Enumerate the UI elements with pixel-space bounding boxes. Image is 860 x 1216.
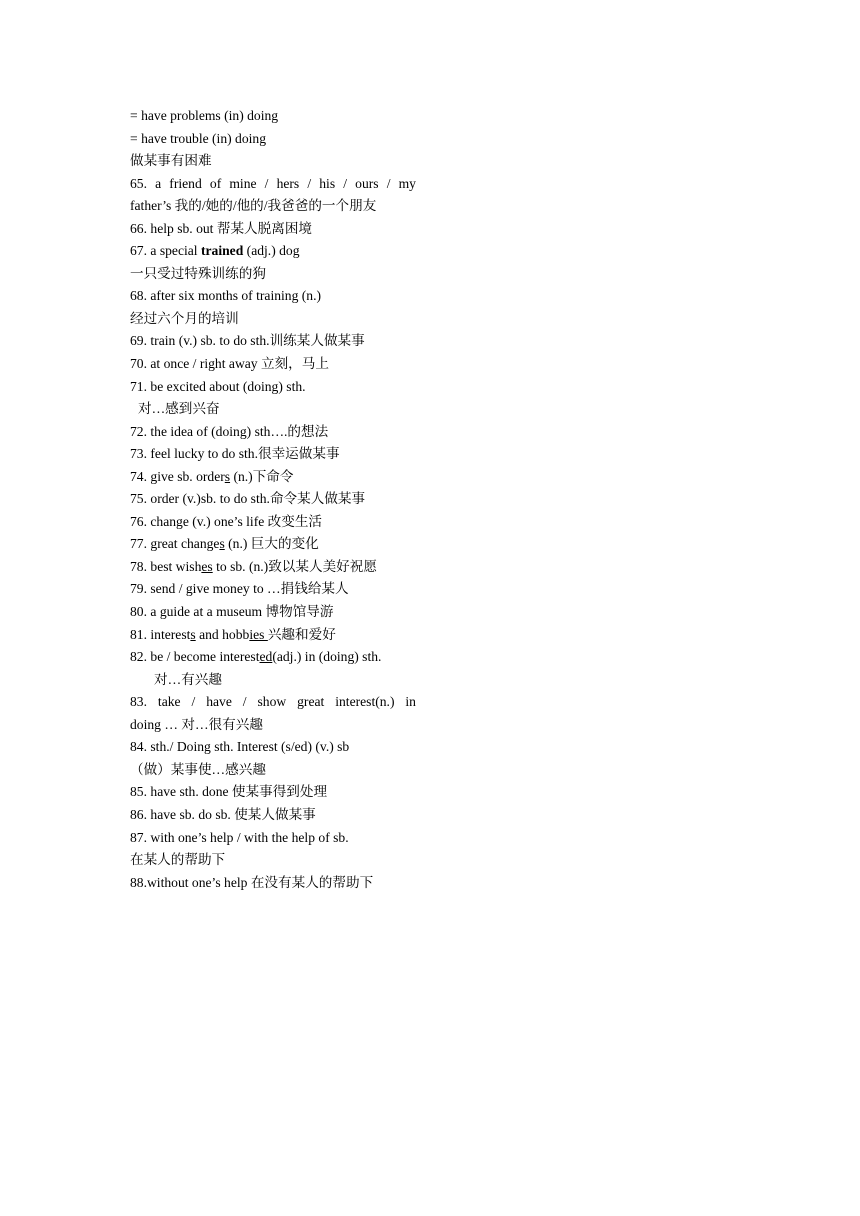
- text: 74. give sb. order: [130, 468, 225, 484]
- text: 67. a special: [130, 243, 201, 259]
- text: 77. great change: [130, 536, 220, 552]
- text: and hobb: [195, 626, 250, 642]
- word: /: [386, 175, 391, 191]
- list-item: 68. after six months of training (n.): [130, 288, 322, 304]
- list-item: 在某人的帮助下: [130, 852, 226, 868]
- word: great: [297, 694, 325, 710]
- word: /: [191, 694, 196, 710]
- underlined-suffix: s: [219, 536, 225, 552]
- word: /: [264, 175, 269, 191]
- list-item: [130, 466, 416, 489]
- list-item: [130, 240, 416, 263]
- list-item: [130, 646, 416, 669]
- list-item: 79. send / give money to …捐钱给某人: [130, 581, 349, 597]
- list-item: （做）某事使…感兴趣: [130, 761, 266, 777]
- list-item: 66. help sb. out 帮某人脱离困境: [130, 220, 313, 236]
- list-item: 一只受过特殊训练的狗: [130, 265, 266, 281]
- list-item: 80. a guide at a museum 博物馆导游: [130, 604, 334, 620]
- list-item: [130, 173, 416, 196]
- list-item: 85. have sth. done 使某事得到处理: [130, 784, 328, 800]
- list-item: [130, 624, 416, 647]
- word: friend: [169, 175, 202, 191]
- list-item: [130, 691, 416, 714]
- list-item: 对…感到兴奋: [138, 401, 220, 417]
- underlined-suffix: s: [224, 468, 231, 484]
- word: interest(n.): [335, 694, 395, 710]
- text: to sb. (n.)致以某人美好祝愿: [212, 558, 377, 574]
- word: /: [343, 175, 348, 191]
- text: 82. be / become interest: [130, 649, 260, 665]
- list-item: 73. feel lucky to do sth.很幸运做某事: [130, 446, 340, 462]
- word: show: [257, 694, 287, 710]
- list-item: 70. at once / right away 立刻，马上: [130, 356, 329, 372]
- text: 兴趣和爱好: [267, 626, 336, 642]
- list-item: = have problems (in) doing: [130, 108, 279, 123]
- text: (n.)下命令: [230, 468, 294, 484]
- bold-word: trained: [200, 243, 244, 259]
- word: 83.: [130, 694, 147, 710]
- word: mine: [229, 175, 257, 191]
- word: /: [307, 175, 312, 191]
- underlined-suffix: ies: [249, 626, 268, 642]
- word: his: [319, 175, 336, 191]
- list-item: 做某事有困难: [130, 153, 212, 169]
- word: 65.: [130, 175, 147, 191]
- list-item: doing … 对…很有兴趣: [130, 716, 263, 732]
- text: 78. best wish: [130, 558, 202, 574]
- list-item: 71. be excited about (doing) sth.: [130, 378, 306, 394]
- underlined-suffix: ed: [259, 649, 273, 665]
- vocabulary-list: [130, 105, 416, 894]
- list-item: [130, 556, 416, 579]
- list-item: = have trouble (in) doing: [130, 130, 267, 146]
- word: /: [242, 694, 247, 710]
- list-item: 经过六个月的培训: [130, 310, 239, 326]
- list-item: 75. order (v.)sb. to do sth.命令某人做某事: [130, 491, 366, 507]
- text: (n.) 巨大的变化: [224, 536, 319, 552]
- word: of: [209, 175, 222, 191]
- list-item: 69. train (v.) sb. to do sth.训练某人做某事: [130, 333, 365, 349]
- list-item: 84. sth./ Doing sth. Interest (s/ed) (v.) sb: [130, 739, 350, 755]
- word: take: [157, 694, 181, 710]
- word: have: [206, 694, 232, 710]
- word: a: [155, 175, 162, 191]
- word: my: [398, 175, 416, 191]
- list-item: 72. the idea of (doing) sth….的想法: [130, 423, 329, 439]
- word: ours: [355, 175, 379, 191]
- text: 81. interest: [130, 626, 191, 642]
- underlined-suffix: es: [201, 558, 213, 574]
- list-item: 对…有兴趣: [154, 671, 222, 687]
- list-item: father’s 我的/她的/他的/我爸爸的一个朋友: [130, 198, 377, 214]
- text: (adj.) dog: [243, 243, 300, 259]
- list-item: 87. with one’s help / with the help of sb.: [130, 829, 349, 845]
- list-item: 88.without one’s help 在没有某人的帮助下: [130, 874, 374, 890]
- list-item: 76. change (v.) one’s life 改变生活: [130, 513, 323, 529]
- list-item: 86. have sb. do sb. 使某人做某事: [130, 806, 316, 822]
- underlined-suffix: s: [190, 626, 196, 642]
- word: hers: [276, 175, 300, 191]
- list-item: [130, 533, 416, 556]
- text: (adj.) in (doing) sth.: [272, 649, 382, 665]
- word: in: [405, 694, 416, 710]
